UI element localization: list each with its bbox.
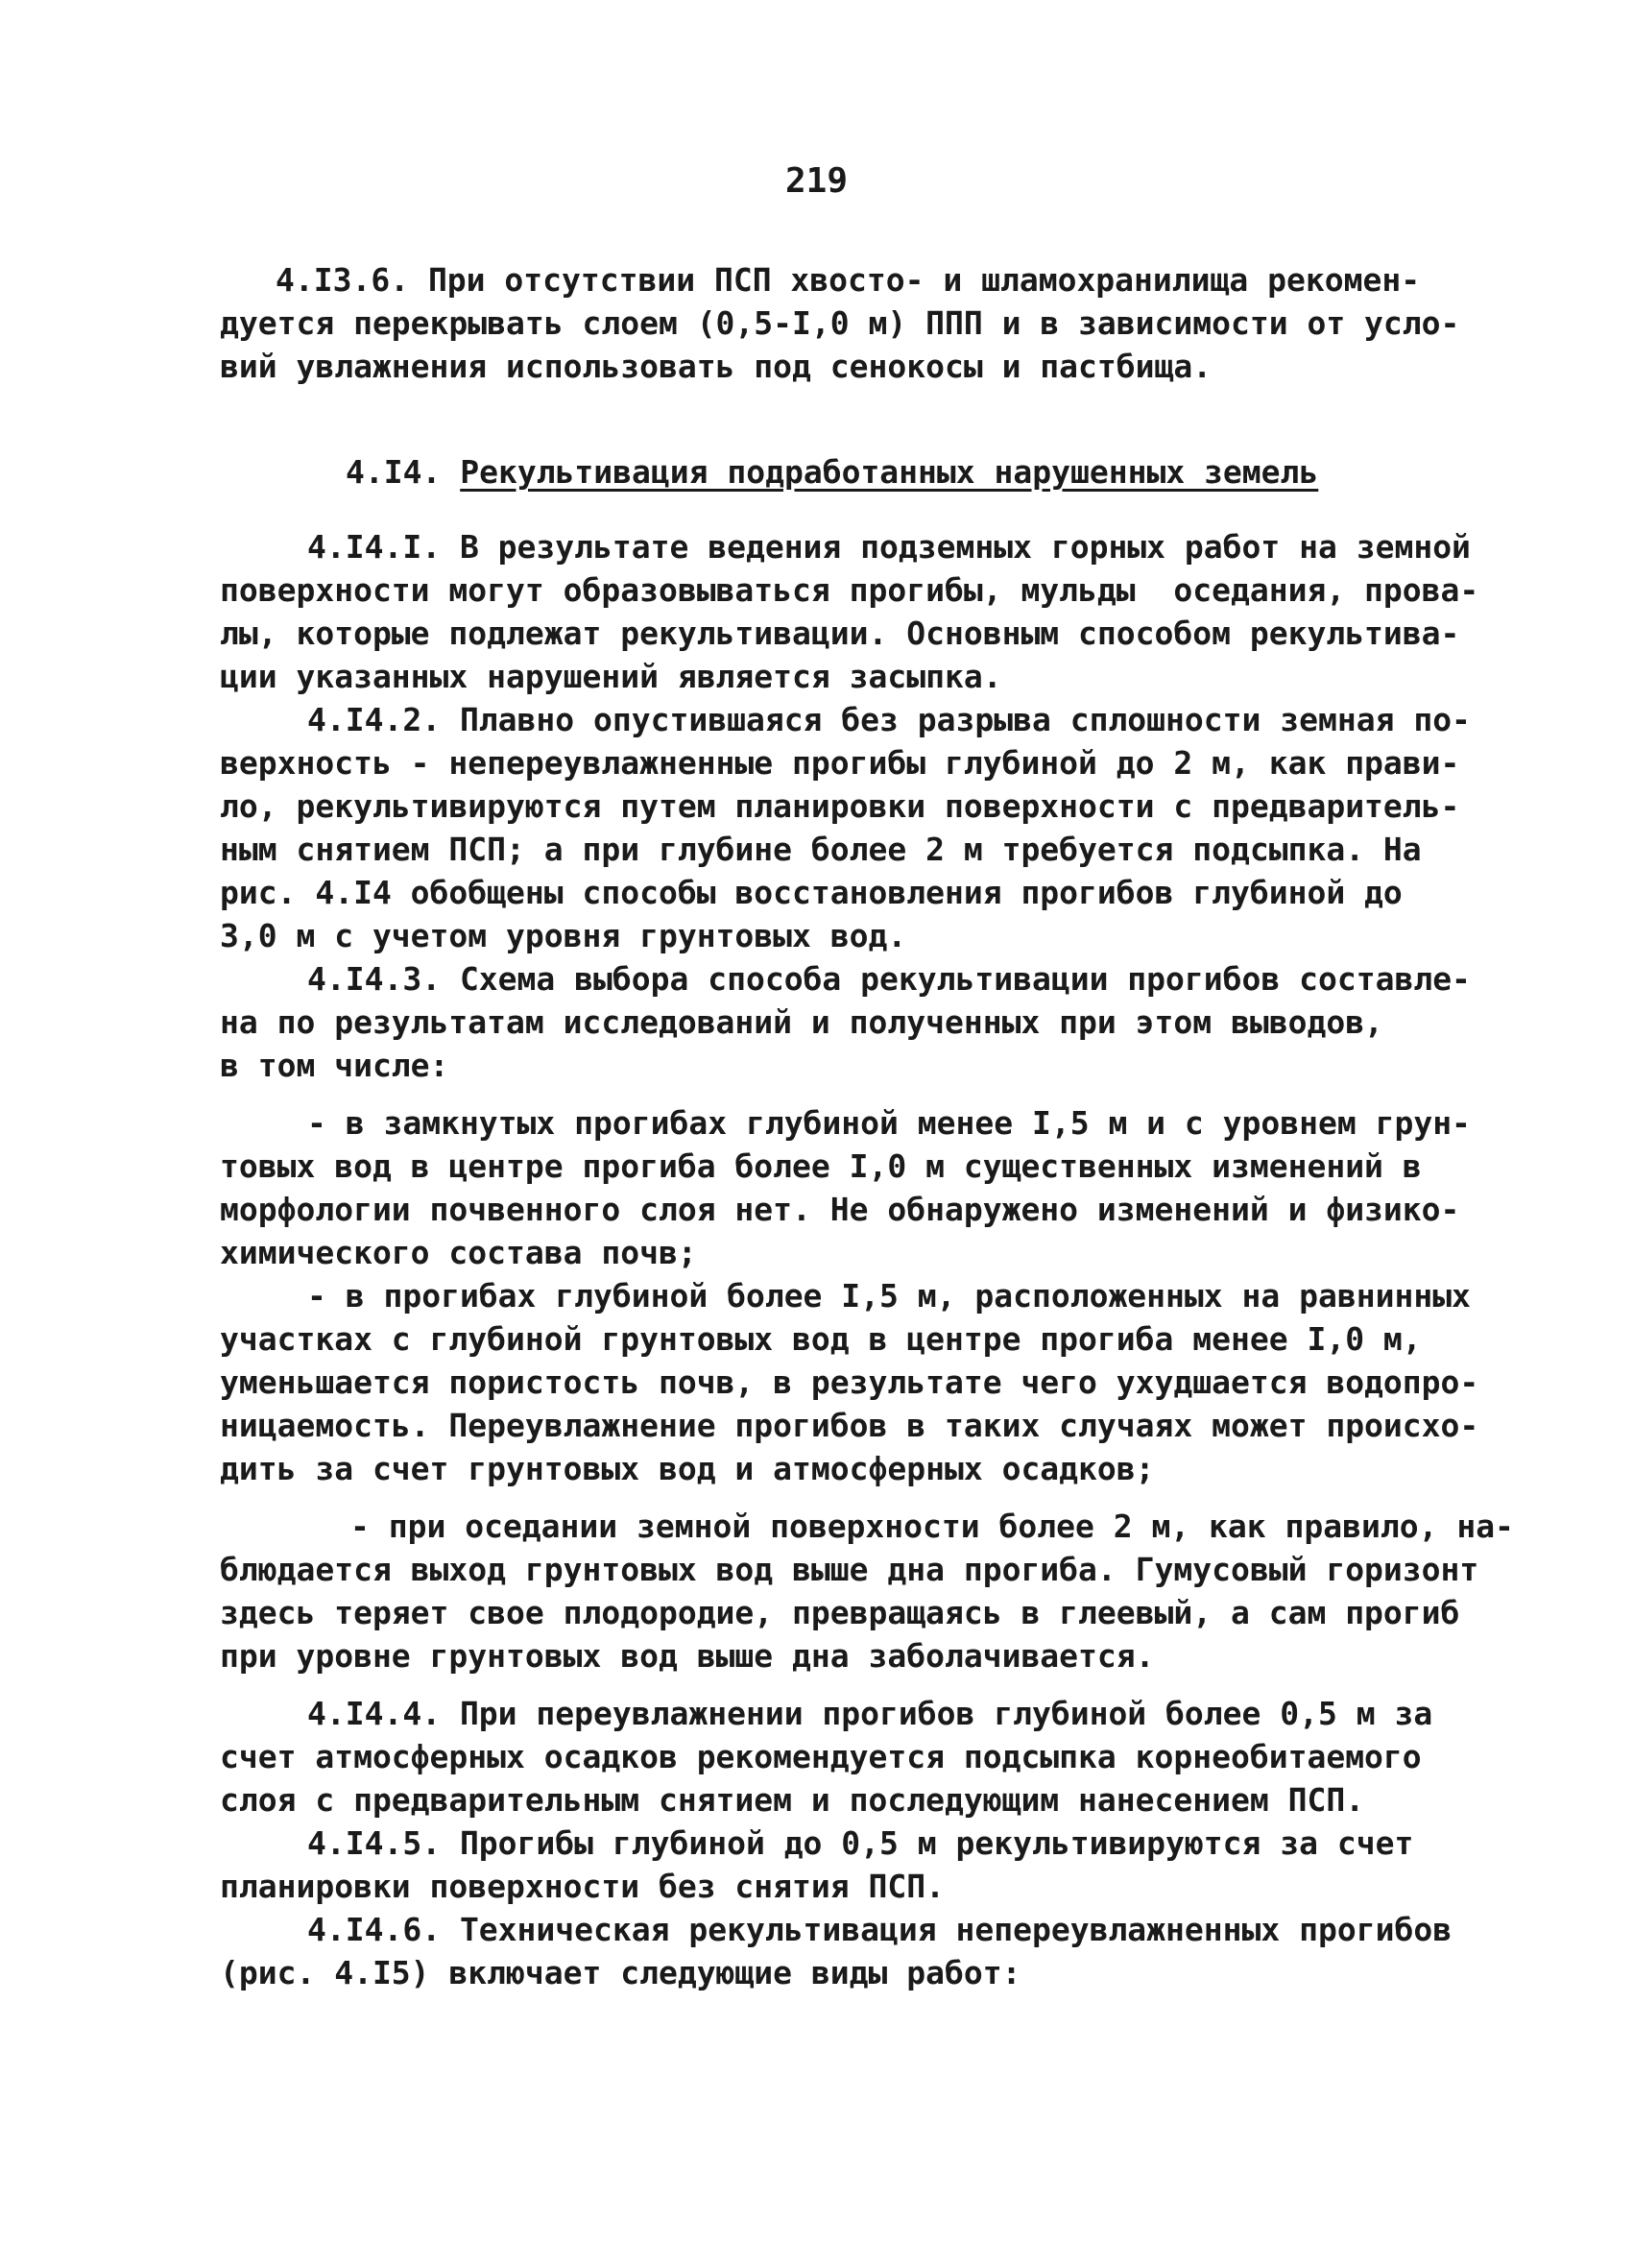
page-number: 219 [784,161,849,201]
text-line: слоя с предварительным снятием и последующим нанесением ПСП. [220,1781,1365,1819]
text-line: дить за счет грунтовых вод и атмосферных осадков; [220,1450,1155,1487]
text-line: вий увлажнения использовать под сенокосы и пастбища. [220,348,1213,385]
text-line: (рис. 4.I5) включает следующие виды работ: [220,1954,1021,1991]
text-line: 4.I3.6. При отсутствии ПСП хвосто- и шламохранилища рекомен- [276,261,1421,299]
text-line: дуется перекрывать слоем (0,5-I,0 м) ППП и в зависимости от усло- [220,304,1460,342]
text-line: в том числе: [220,1047,449,1084]
text-line: товых вод в центре прогиба более I,0 м существенных изменений в [220,1147,1422,1185]
text-line: - в замкнутых прогибах глубиной менее I,5 м и с уровнем грун- [307,1104,1471,1142]
text-line: 4.I4.I. В результате ведения подземных горных работ на земной [307,528,1471,566]
text-line: поверхности могут образовываться прогибы, мульды оседания, прова- [220,571,1479,609]
section-heading [346,451,1318,494]
text-line: 3,0 м с учетом уровня грунтовых вод. [220,917,907,954]
text-line: ции указанных нарушений является засыпка. [220,658,1002,695]
text-line: лы, которые подлежат рекультивации. Основным способом рекультива- [220,615,1460,652]
section-title: Рекультивация подработанных нарушенных земель [460,453,1319,491]
text-line: химического состава почв; [220,1234,697,1271]
text-line: 4.I4.4. При переувлажнении прогибов глубиной более 0,5 м за [307,1695,1433,1732]
text-line: верхность - непереувлажненные прогибы глубиной до 2 м, как прави- [220,744,1460,782]
text-line: планировки поверхности без снятия ПСП. [220,1868,945,1905]
text-line: на по результатам исследований и полученных при этом выводов, [220,1003,1383,1041]
text-line: 4.I4.2. Плавно опустившаяся без разрыва сплошности земная по- [307,701,1471,738]
text-line: ным снятием ПСП; а при глубине более 2 м требуется подсыпка. На [220,831,1422,868]
text-line: 4.I4.3. Схема выбора способа рекультивации прогибов составле- [307,960,1471,998]
text-line: участках с глубиной грунтовых вод в центре прогиба менее I,0 м, [220,1320,1422,1358]
text-line: ло, рекультивируются путем планировки поверхности с предваритель- [220,787,1460,825]
text-line: ницаемость. Переувлажнение прогибов в таких случаях может происхо- [220,1407,1479,1444]
text-line: при уровне грунтовых вод выше дна заболачивается. [220,1637,1155,1675]
text-line: морфологии почвенного слоя нет. Не обнаружено изменений и физико- [220,1191,1460,1228]
text-line: 4.I4.6. Техническая рекультивация непереувлажненных прогибов [307,1911,1453,1948]
section-number: 4.I4. [346,453,442,491]
text-line: - при оседании земной поверхности более 2 м, как правило, на- [350,1508,1514,1545]
text-line: рис. 4.I4 обобщены способы восстановления прогибов глубиной до [220,874,1403,911]
text-line: блюдается выход грунтовых вод выше дна прогиба. Гумусовый горизонт [220,1551,1479,1588]
text-line: - в прогибах глубиной более I,5 м, расположенных на равнинных [307,1277,1471,1315]
text-line: счет атмосферных осадков рекомендуется подсыпка корнеобитаемого [220,1738,1422,1775]
text-line: 4.I4.5. Прогибы глубиной до 0,5 м рекультивируются за счет [307,1824,1414,1862]
text-line: уменьшается пористость почв, в результате чего ухудшается водопро- [220,1363,1479,1401]
text-line: здесь теряет свое плодородие, превращаясь в глеевый, а сам прогиб [220,1594,1460,1631]
